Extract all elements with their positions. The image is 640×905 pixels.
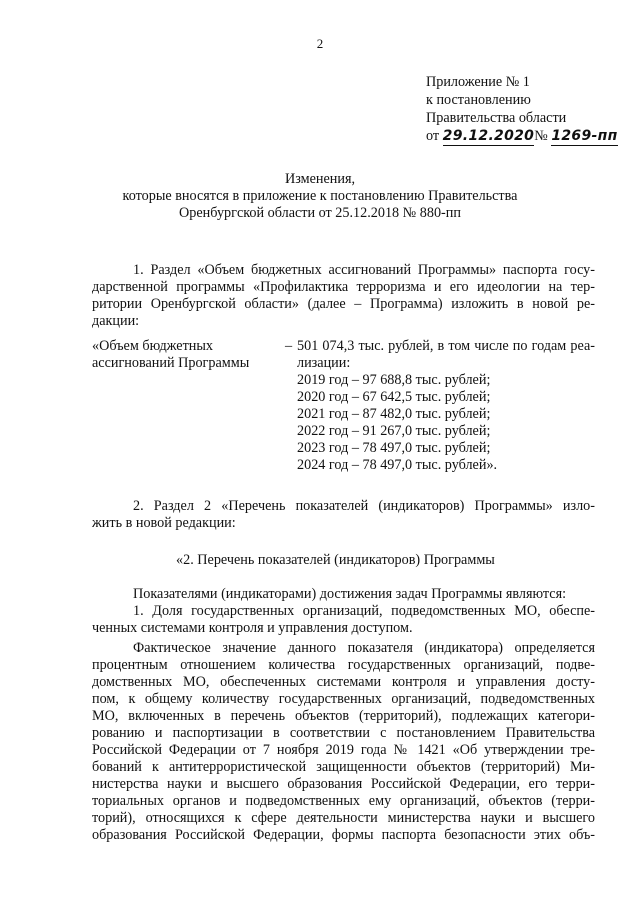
budget-year-row: 2020 год – 67 642,5 тыс. рублей;	[297, 389, 491, 405]
section1-line-3: ритории Оренбургской области» (далее – Программа) изложить в новой ре-	[92, 296, 595, 312]
section1-line-4: дакции:	[92, 313, 140, 329]
document-subtitle-line-2: Оренбургской области от 25.12.2018 № 880-пп	[179, 205, 461, 221]
budget-year-row: 2022 год – 91 267,0 тыс. рублей;	[297, 423, 491, 439]
fact-paragraph-line: домственных МО, обеспеченных системами контроля и управления досту-	[92, 674, 595, 690]
number-prefix: №	[534, 128, 548, 144]
section2-line-1: 2. Раздел 2 «Перечень показателей (индикаторов) Программы» изло-	[133, 498, 595, 514]
document-title: Изменения,	[284, 171, 356, 187]
section1-line-1: 1. Раздел «Объем бюджетных ассигнований Программы» паспорта госу-	[133, 262, 595, 278]
fact-paragraph-line: нистерства науки и высшего образования Российской Федерации, его терри-	[92, 776, 595, 792]
fact-paragraph-line: образования Российской Федерации, формы паспорта безопасности этих объ-	[92, 827, 595, 843]
budget-label	[92, 338, 249, 372]
budget-year-row: 2024 год – 78 497,0 тыс. рублей».	[297, 457, 498, 473]
section1-line-2: дарственной программы «Профилактика терроризма и его идеологии на тер-	[92, 279, 595, 295]
section2-heading: «2. Перечень показателей (индикаторов) Программы	[176, 552, 495, 568]
budget-year-row: 2021 год – 87 482,0 тыс. рублей;	[297, 406, 491, 422]
budget-year-row: 2023 год – 78 497,0 тыс. рублей;	[297, 440, 491, 456]
budget-label-line-2: ассигнований Программы	[92, 355, 250, 371]
budget-total-line-1: 501 074,3 тыс. рублей, в том числе по годам реа-	[297, 338, 595, 354]
fact-paragraph-line: торий), относящихся к сфере деятельности министерства науки и высшего	[92, 810, 595, 826]
fact-paragraph-line: Фактическое значение данного показателя (индикатора) определяется	[133, 640, 595, 656]
handwritten-date: 29.12.2020	[442, 128, 535, 144]
indicators-intro: Показателями (индикаторами) достижения задач Программы являются:	[133, 586, 567, 602]
date-prefix: от	[426, 128, 440, 144]
appendix-block	[426, 73, 618, 146]
section2-line-2: жить в новой редакции:	[92, 515, 236, 531]
budget-total-line-2: лизации:	[297, 355, 351, 371]
fact-paragraph-line: рованию и паспортизации в соответствии с постановлением Правительства	[92, 725, 595, 741]
fact-paragraph-line: пом, к общему количеству государственных организаций, подведомственных	[92, 691, 595, 707]
budget-label-line-1: «Объем бюджетных	[92, 338, 214, 354]
fact-paragraph-line: Российской Федерации от 7 ноября 2019 года № 1421 «Об утверждении тре-	[92, 742, 595, 758]
document-subtitle-line-1: которые вносятся в приложение к постановлению Правительства	[122, 188, 518, 204]
fact-paragraph-line: ториальных органов и подведомственных ему организаций, объектов (терри-	[92, 793, 595, 809]
fact-paragraph-line: бований к антитеррористической защищенности объектов (территорий) Ми-	[92, 759, 595, 775]
appendix-line-1: Приложение № 1	[426, 74, 530, 90]
handwritten-number: 1269-пп	[551, 128, 618, 144]
appendix-line-2: к постановлению	[426, 92, 531, 108]
indicator-item-1-line-2: ченных системами контроля и управления доступом.	[92, 620, 413, 636]
appendix-date-line	[426, 127, 618, 146]
appendix-line-3: Правительства области	[426, 110, 567, 126]
fact-paragraph-line: процентным отношением количества государственных организаций, подве-	[92, 657, 595, 673]
budget-year-row: 2019 год – 97 688,8 тыс. рублей;	[297, 372, 491, 388]
fact-paragraph-line: МО, включенных в перечень объектов (территорий), подлежащих категори-	[92, 708, 595, 724]
page-number: 2	[316, 36, 324, 51]
indicator-item-1-line-1: 1. Доля государственных организаций, подведомственных МО, обеспе-	[133, 603, 595, 619]
budget-dash: –	[285, 338, 293, 354]
